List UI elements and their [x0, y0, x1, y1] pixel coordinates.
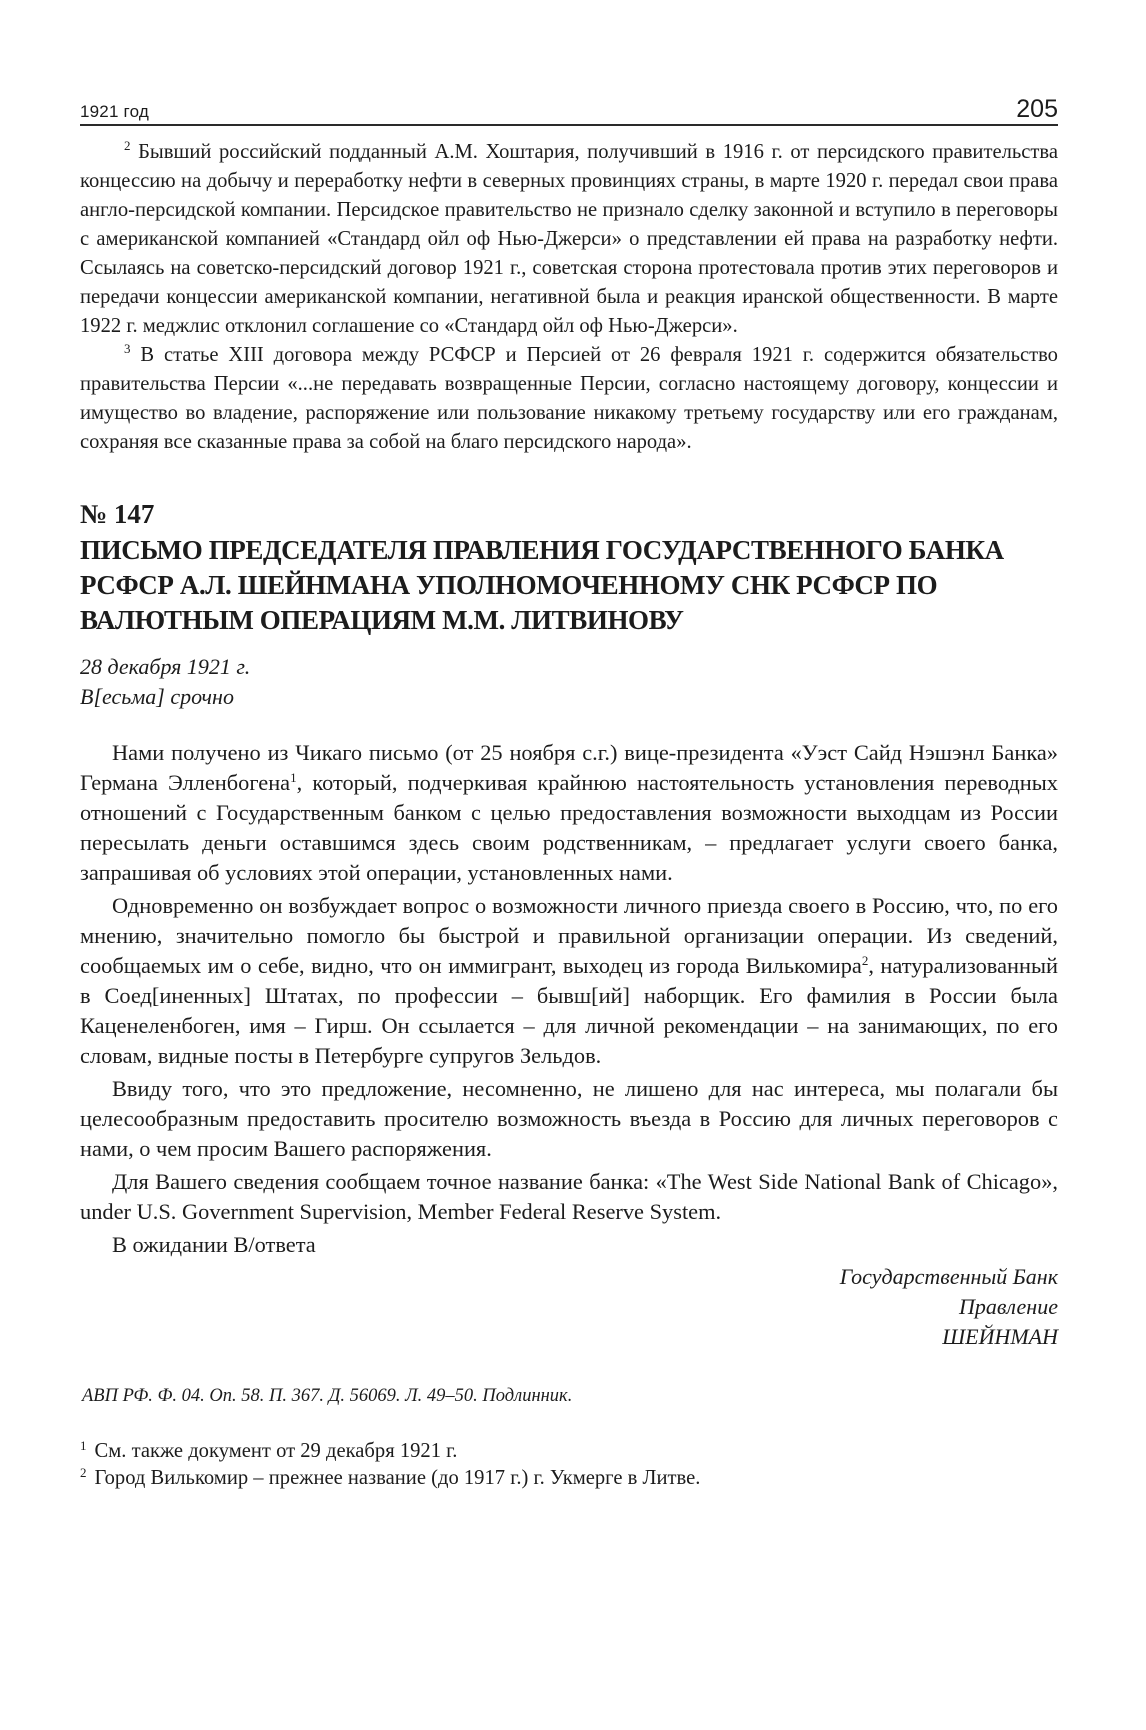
- footnotes: [80, 1438, 1058, 1492]
- footnote-ref[interactable]: 2: [861, 953, 869, 968]
- note-marker: 3: [124, 341, 131, 356]
- running-header-section: 1921 год: [80, 102, 149, 121]
- footnote-marker: 2: [80, 1465, 87, 1480]
- book-page: [80, 94, 1058, 1492]
- footnote-text: См. также документ от 29 декабря 1921 г.: [94, 1440, 458, 1462]
- footnote-1: [80, 1438, 1058, 1465]
- note-3: [80, 341, 1058, 457]
- document-title: ПИСЬМО ПРЕДСЕДАТЕЛЯ ПРАВЛЕНИЯ ГОСУДАРСТВЕННОГО БАНКА РСФСР А.Л. ШЕЙНМАНА УПОЛНОМОЧЕННОМУ СНК РСФСР ПО ВАЛЮТНЫМ ОПЕРАЦИЯМ М.М. ЛИТВИНОВУ: [80, 535, 1004, 635]
- signature-organization: Государственный Банк: [839, 1264, 1058, 1289]
- letter-paragraph: [80, 1167, 1058, 1227]
- note-marker: 2: [124, 138, 131, 153]
- footnote-text: Город Вилькомир – прежнее название (до 1917 г.) г. Укмерге в Литве.: [94, 1467, 701, 1489]
- page-number: 205: [1016, 95, 1058, 123]
- letter-body: [80, 738, 1058, 1227]
- footnote-2: [80, 1465, 1058, 1492]
- note-2: [80, 138, 1058, 341]
- letter-paragraph: [80, 738, 1058, 888]
- archive-reference: АВП РФ. Ф. 04. Оп. 58. П. 367. Д. 56069. Л. 49–50. Подлинник.: [82, 1386, 573, 1406]
- document-urgency: В[есьма] срочно: [80, 684, 234, 709]
- note-text: В статье XIII договора между РСФСР и Персией от 26 февраля 1921 г. содержится обязательство правительства Персии «...не передавать возвращенные Персии, согласно настоящему договору, концессии и имущество во владение, распоряжение или пользование никакому третьему государству или его гражданам, сохраняя все сказанные права за собой на благо персидского народа».: [80, 344, 1058, 453]
- document-number: № 147: [80, 499, 155, 529]
- paragraph-text: Ввиду того, что это предложение, несомненно, не лишено для нас интереса, мы полагали бы целесообразным предоставить просителю возможность въезда в Россию для личных переговоров с нами, о чем просим Вашего распоряжения.: [80, 1076, 1058, 1161]
- continued-notes: [80, 138, 1058, 457]
- letter-closing: В ожидании В/ответа: [112, 1232, 316, 1257]
- signature-block: [80, 1262, 1058, 1352]
- paragraph-text: Нами получено из Чикаго письмо (от 25 ноября с.г.) вице-президента «Уэст Сайд Нэшэнл Банка» Германа Элленбогена: [80, 740, 1058, 795]
- paragraph-text: Для Вашего сведения сообщаем точное название банка: «The West Side National Bank of Chicago», under U.S. Government Supervision, Member Federal Reserve System.: [80, 1169, 1058, 1224]
- running-header: [80, 94, 1058, 126]
- signature-name: ШЕЙНМАН: [942, 1324, 1058, 1349]
- letter-paragraph: [80, 891, 1058, 1071]
- letter-paragraph: [80, 1074, 1058, 1164]
- note-text: Бывший российский подданный А.М. Хоштария, получивший в 1916 г. от персидского правительства концессию на добычу и переработку нефти в северных провинциях страны, в марте 1920 г. передал свои права англо-персидской компании. Персидское правительство не признало сделку законной и вступило в переговоры с американской компанией «Стандард ойл оф Нью-Джерси» о представлении ей права на разработку нефти. Ссылаясь на советско-персидский договор 1921 г., советская сторона протестовала против этих переговоров и передачи концессии американской компании, негативной была и реакция иранской общественности. В марте 1922 г. меджлис отклонил соглашение со «Стандард ойл оф Нью-Джерси».: [80, 141, 1058, 337]
- footnote-marker: 1: [80, 1438, 87, 1453]
- paragraph-text: Одновременно он возбуждает вопрос о возможности личного приезда своего в Россию, что, по его мнению, значительно помогло бы быстрой и правильной организации операции. Из сведений, сообщаемых им о себе, видно, что он иммигрант, выходец из города Вилькомира: [80, 893, 1058, 978]
- paragraph-text: , который, подчеркивая крайнюю настоятельность установления переводных отношений с Государственным банком с целью предоставления возможности выходцам из России пересылать деньги оставшимся здесь своим родственникам, – предлагает услуги своего банка, запрашивая об условиях этой операции, установленных нами.: [80, 770, 1059, 885]
- paragraph-text: , натурализованный в Соед[иненных] Штатах, по профессии – бывш[ий] наборщик. Его фамилия в России была Каценеленбоген, имя – Гирш. Он ссылается – для личной рекомендации – на занимающих, по его словам, видные посты в Петербурге супругов Зельдов.: [80, 953, 1058, 1068]
- document-date: 28 декабря 1921 г.: [80, 654, 251, 679]
- signature-department: Правление: [958, 1294, 1058, 1319]
- footnote-ref[interactable]: 1: [290, 770, 297, 785]
